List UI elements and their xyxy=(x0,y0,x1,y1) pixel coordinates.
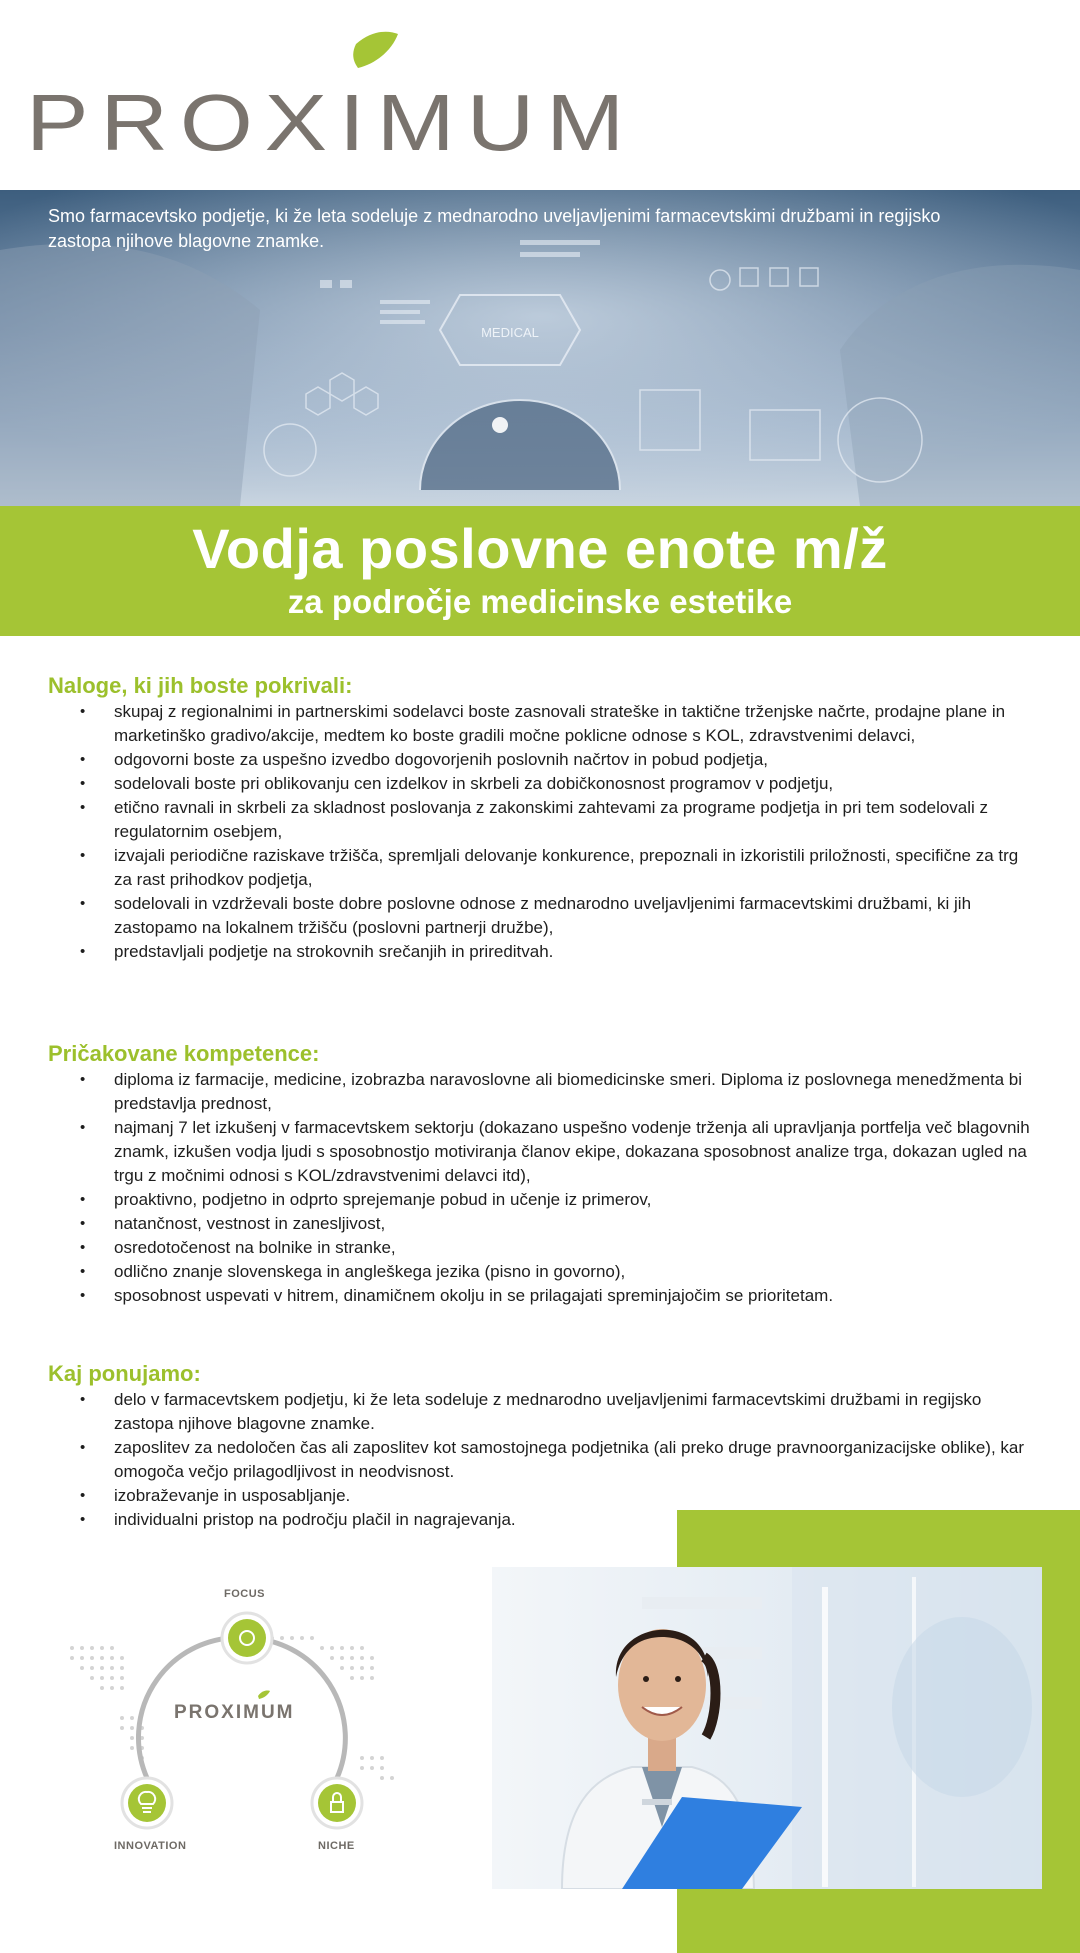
task-list xyxy=(48,700,1038,964)
diagram-brand: PROXIMUM xyxy=(174,1702,295,1723)
section-tasks xyxy=(48,672,1038,964)
list-item: • predstavljali podjetje na strokovnih srečanjih in prireditvah. xyxy=(48,940,1038,964)
job-title: Vodja poslovne enote m/ž xyxy=(192,517,888,580)
proximum-logo-mark xyxy=(26,30,636,160)
section-competences xyxy=(48,1040,1038,1308)
company-intro: Smo farmacevtsko podjetje, ki že leta sodeluje z mednarodno uveljavljenimi farmacevtskimi družbami in regijsko zastopa njihove blagovne znamke. xyxy=(48,206,941,251)
list-item: • izobraževanje in usposabljanje. xyxy=(48,1484,1038,1508)
pharmacist-illustration xyxy=(492,1567,1042,1889)
medical-label: MEDICAL xyxy=(481,325,539,340)
leaf-icon xyxy=(353,32,398,68)
section-heading: Kaj ponujamo: xyxy=(48,1361,201,1386)
list-item: • sposobnost uspevati v hitrem, dinamičnem okolju in se prilagajati spreminjajočim se prioritetam. xyxy=(48,1284,1038,1308)
list-item: • odlično znanje slovenskega in angleškega jezika (pisno in govorno), xyxy=(48,1260,1038,1284)
label-focus: FOCUS xyxy=(224,1588,265,1600)
hero-banner xyxy=(0,190,1080,506)
proximum-logo xyxy=(26,30,636,160)
pharmacist-photo xyxy=(492,1567,1042,1889)
label-innovation: INNOVATION xyxy=(114,1840,187,1852)
list-item: • delo v farmacevtskem podjetju, ki že leta sodeluje z mednarodno uveljavljenimi farmacevtskimi družbami in regijsko zastopa njihove blagovne znamke. xyxy=(48,1388,1038,1436)
job-subtitle: za področje medicinske estetike xyxy=(287,583,793,620)
focus-diagram xyxy=(52,1578,442,1858)
list-item: • etično ravnali in skrbeli za skladnost poslovanja z zakonskimi zahtevami za programe podjetja in pri tem sodelovali z regulatornim osebjem, xyxy=(48,796,1038,844)
section-offer xyxy=(48,1360,1038,1532)
section-heading: Naloge, ki jih boste pokrivali: xyxy=(48,673,353,698)
leaf-icon xyxy=(258,1691,270,1699)
list-item: • individualni pristop na področju plačil in nagrajevanja. xyxy=(48,1508,1038,1532)
list-item: • skupaj z regionalnimi in partnerskimi sodelavci boste zasnovali strateške in taktične trženjske načrte, prodajne plane in marketinško gradivo/akcije, medtem ko boste gradili močne poklicne odnose s KOL, zdravstvenimi delavci, xyxy=(48,700,1038,748)
list-item: • najmanj 7 let izkušenj v farmacevtskem sektorju (dokazano uspešno vodenje trženja ali upravljanja portfelja več blagovnih znamk, izkušen vodja ljudi s sposobnostjo motiviranja članov ekipe, dokazana sposobnost analize trga, dokazan ugled na trgu z močnimi odnosi s KOL/zdravstvenimi delavci itd), xyxy=(48,1116,1038,1188)
list-item: • izvajali periodične raziskave tržišča, spremljali delovanje konkurence, prepoznali in izkoristili priložnosti, specifične za trg za rast prihodkov podjetja, xyxy=(48,844,1038,892)
section-heading: Pričakovane kompetence: xyxy=(48,1041,320,1066)
logo-wordmark: PROXIMUM xyxy=(26,78,636,160)
label-niche: NICHE xyxy=(318,1840,355,1852)
focus-icon xyxy=(228,1619,266,1657)
competence-list xyxy=(48,1068,1038,1308)
list-item: • osredotočenost na bolnike in stranke, xyxy=(48,1236,1038,1260)
list-item: • natančnost, vestnost in zanesljivost, xyxy=(48,1212,1038,1236)
list-item: • odgovorni boste za uspešno izvedbo dogovorjenih poslovnih načrtov in pobud podjetja, xyxy=(48,748,1038,772)
list-item: • sodelovali boste pri oblikovanju cen izdelkov in skrbeli za dobičkonosnost programov v podjetju, xyxy=(48,772,1038,796)
list-item: • sodelovali in vzdrževali boste dobre poslovne odnose z mednarodno uveljavljenimi farmacevtskimi družbami, ki jih zastopamo na lokalnem tržišču (poslovni partnerji družbe), xyxy=(48,892,1038,940)
list-item: • proaktivno, podjetno in odprto sprejemanje pobud in učenje iz primerov, xyxy=(48,1188,1038,1212)
list-item: • zaposlitev za nedoločen čas ali zaposlitev kot samostojnega podjetnika (ali preko druge pravnoorganizacijske oblike), kar omogoča večjo prilagodljivost in neodvisnost. xyxy=(48,1436,1038,1484)
job-title-band xyxy=(0,506,1080,636)
list-item: • diploma iz farmacije, medicine, izobrazba naravoslovne ali biomedicinske smeri. Diploma iz poslovnega menedžmenta bi predstavlja prednost, xyxy=(48,1068,1038,1116)
